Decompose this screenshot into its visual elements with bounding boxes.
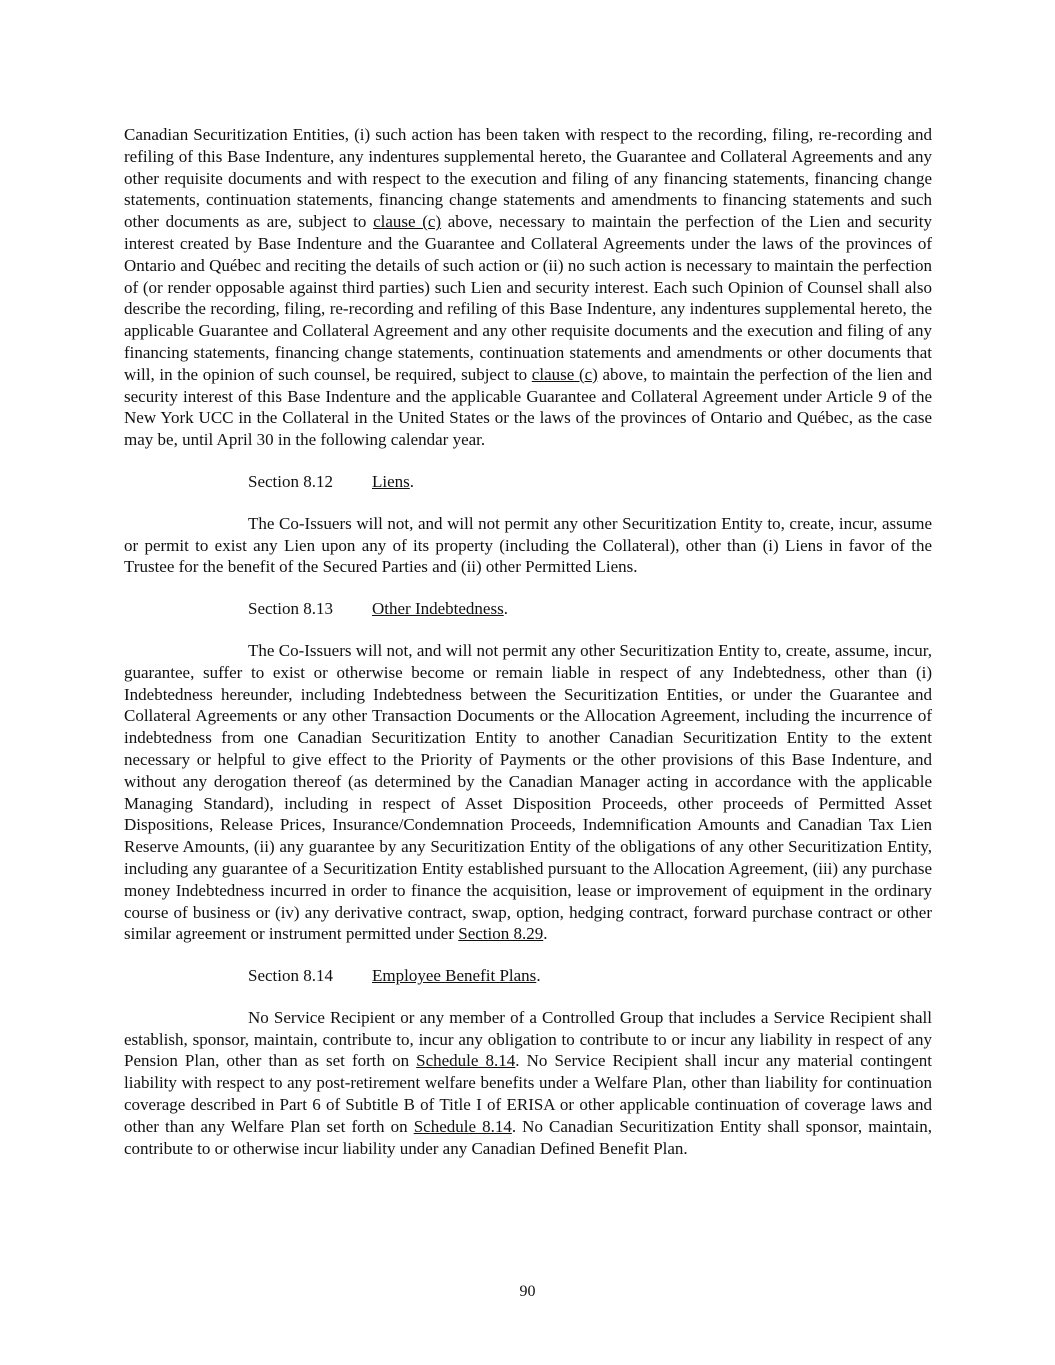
title-punctuation: .: [409, 471, 415, 491]
section-8-14-body: [124, 1007, 932, 1160]
schedule-8-14-reference: Schedule 8.14: [416, 1051, 516, 1071]
section-title: Employee Benefit Plans: [372, 966, 537, 986]
paragraph-text: .: [543, 924, 548, 944]
continuation-paragraph: [124, 124, 932, 451]
section-8-13-heading: [248, 598, 932, 620]
paragraph-text: above, necessary to maintain the perfection of the Lien and security interest created by Base Indenture and the Guarantee and Collateral Agreements under the laws of the provinces of Ontario and Québec and reciting the details of such action or (ii) no such action is necessary to maintain the perfection of (or render opposable against third parties) such Lien and security interest. Each such Opinion of Counsel shall also describe the recording, filing, re-recording and refiling of this Base Indenture, any indentures supplemental hereto, the applicable Guarantee and Collateral Agreement and any other requisite documents and the execution and filing of any financing statements, financing change statements, continuation statements and amendments or other documents that will, in the opinion of such counsel, be required, subject to: [124, 212, 932, 384]
schedule-8-14-reference: Schedule 8.14: [413, 1116, 512, 1136]
paragraph-text: . No Canadian Securitization Entity shall sponsor, maintain, contribute to or otherwise incur liability under any Canadian Defined Benefit Plan.: [124, 1116, 932, 1158]
section-number: Section 8.14: [248, 966, 333, 986]
section-number: Section 8.12: [248, 471, 333, 491]
section-title: Liens: [372, 471, 410, 491]
section-8-14-heading: [248, 965, 932, 987]
section-number: Section 8.13: [248, 599, 333, 619]
section-8-13-body: [124, 640, 932, 945]
clause-c-reference: clause (c): [373, 212, 442, 232]
paragraph-text: Canadian Securitization Entities, (i) such action has been taken with respect to the recording, filing, re-recording and refiling of this Base Indenture, any indentures supplemental hereto, the Guarantee and Collateral Agreements and any other requisite documents and with respect to the execution and filing of any financing statements, financing change statements, continuation statements, financing change statements and amendments to financing statements and such other documents as are, subject to: [124, 125, 932, 232]
title-punctuation: .: [536, 966, 541, 986]
section-8-12-body: The Co-Issuers will not, and will not permit any other Securitization Entity to, create, incur, assume or permit to exist any Lien upon any of its property (including the Collateral), other than (i) Liens in favor of the Trustee for the benefit of the Secured Parties and (ii) other Permitted Liens.: [124, 513, 932, 577]
document-page: [124, 124, 932, 1159]
section-8-29-reference: Section 8.29: [458, 924, 544, 944]
clause-c-reference: clause (c): [531, 364, 598, 384]
paragraph-text: above, to maintain the perfection of the lien and security interest of this Base Indenture and the applicable Guarantee and Collateral Agreement under Article 9 of the New York UCC in the Collateral in the United States or the laws of the provinces of Ontario and Québec, as the case may be, until April 30 in the following calendar year.: [124, 364, 933, 450]
title-punctuation: .: [503, 599, 508, 619]
paragraph-text: . No Service Recipient shall incur any material contingent liability with respect to any post-retirement welfare benefits under a Welfare Plan, other than liability for continuation coverage described in Part 6 of Subtitle B of Title I of ERISA or other applicable continuation of coverage laws and other than any Welfare Plan set forth on: [124, 1051, 932, 1136]
paragraph-text: The Co-Issuers will not, and will not permit any other Securitization Entity to, create, assume, incur, guarantee, suffer to exist or otherwise become or remain liable in respect of any Indebtedness, other than (i) Indebtedness hereunder, including Indebtedness between the Securitization Entities, or under the Guarantee and Collateral Agreements or any other Transaction Documents or the Allocation Agreement, including the incurrence of indebtedness from one Canadian Securitization Entity to another Canadian Securitization Entity to the extent necessary or helpful to give effect to the Priority of Payments or the other provisions of this Base Indenture, and without any derogation thereof (as determined by the Canadian Manager acting in accordance with the applicable Managing Standard), including in respect of Asset Disposition Proceeds, other proceeds of Permitted Asset Dispositions, Release Prices, Insurance/Condemnation Proceeds, Indemnification Amounts and Canadian Tax Lien Reserve Amounts, (ii) any guarantee by any Securitization Entity of the obligations of any other Securitization Entity, including any guarantee of a Securitization Entity established pursuant to the Allocation Agreement, (iii) any purchase money Indebtedness incurred in order to finance the acquisition, lease or improvement of equipment in the ordinary course of business or (iv) any derivative contract, swap, option, hedging contract, forward purchase contract or other similar agreement or instrument permitted under: [124, 640, 932, 944]
page-number: 90: [519, 1283, 536, 1300]
section-title: Other Indebtedness: [372, 599, 504, 619]
section-8-12-heading: [248, 471, 932, 493]
paragraph-text: No Service Recipient or any member of a Controlled Group that includes a Service Recipient shall establish, sponsor, maintain, contribute to, incur any obligation to contribute to or incur any liability in respect of any Pension Plan, other than as set forth on: [124, 1007, 932, 1071]
